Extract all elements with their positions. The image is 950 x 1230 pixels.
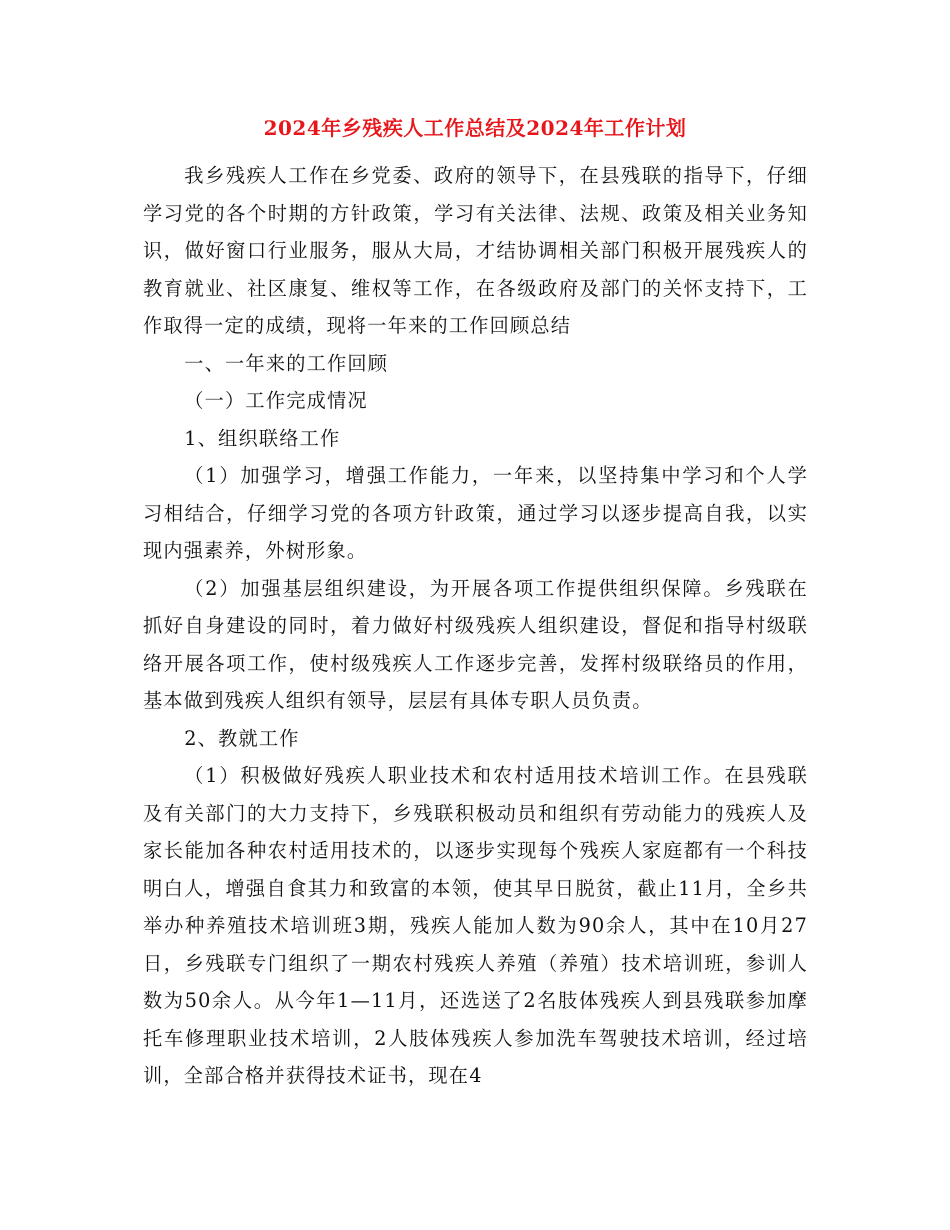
heading-section-1: 一、一年来的工作回顾 <box>184 351 389 375</box>
heading-subsection-1: （一）工作完成情况 <box>184 389 368 412</box>
document-body <box>143 157 808 1095</box>
document-title: 2024年乡残疾人工作总结及2024年工作计划 <box>263 116 687 140</box>
paragraph-item-1-2: （2）加强基层组织建设，为开展各项工作提供组织保障。乡残联在抓好自身建设的同时，着力做好村级残疾人组织建设，督促和指导村级联络开展各项工作，使村级残疾人工作逐步完善，发挥村级联络员的作用，基本做到残疾人组织有领导，层层有具体专职人员负责。 <box>143 576 808 712</box>
heading-item-1: 1、组织联络工作 <box>184 426 341 450</box>
paragraph-intro: 我乡残疾人工作在乡党委、政府的领导下，在县残联的指导下，仔细学习党的各个时期的方针政策，学习有关法律、法规、政策及相关业务知识，做好窗口行业服务，服从大局，才结协调相关部门积极开展残疾人的教育就业、社区康复、维权等工作，在各级政府及部门的关怀支持下，工作取得一定的成绩，现将一年来的工作回顾总结 <box>143 164 808 337</box>
paragraph-item-2-1: （1）积极做好残疾人职业技术和农村适用技术培训工作。在县残联及有关部门的大力支持下，乡残联积极动员和组织有劳动能力的残疾人及家长能加各种农村适用技术的，以逐步实现每个残疾人家庭都有一个科技明白人，增强自食其力和致富的本领，使其早日脱贫，截止11月，全乡共举办种养殖技术培训班3期，残疾人能加人数为90余人，其中在10月27日，乡残联专门组织了一期农村残疾人养殖（养殖）技术培训班，参训人数为50余人。从今年1—11月，还选送了2名肢体残疾人到县残联参加摩托车修理职业技术培训，2人肢体残疾人参加洗车驾驶技术培训，经过培训，全部合格并获得技术证书，现在4 <box>143 764 808 1087</box>
heading-item-2: 2、教就工作 <box>184 726 300 750</box>
paragraph-item-1-1: （1）加强学习，增强工作能力，一年来，以坚持集中学习和个人学习相结合，仔细学习党的各项方针政策，通过学习以逐步提高自我，以实现内强素养，外树形象。 <box>143 464 808 562</box>
